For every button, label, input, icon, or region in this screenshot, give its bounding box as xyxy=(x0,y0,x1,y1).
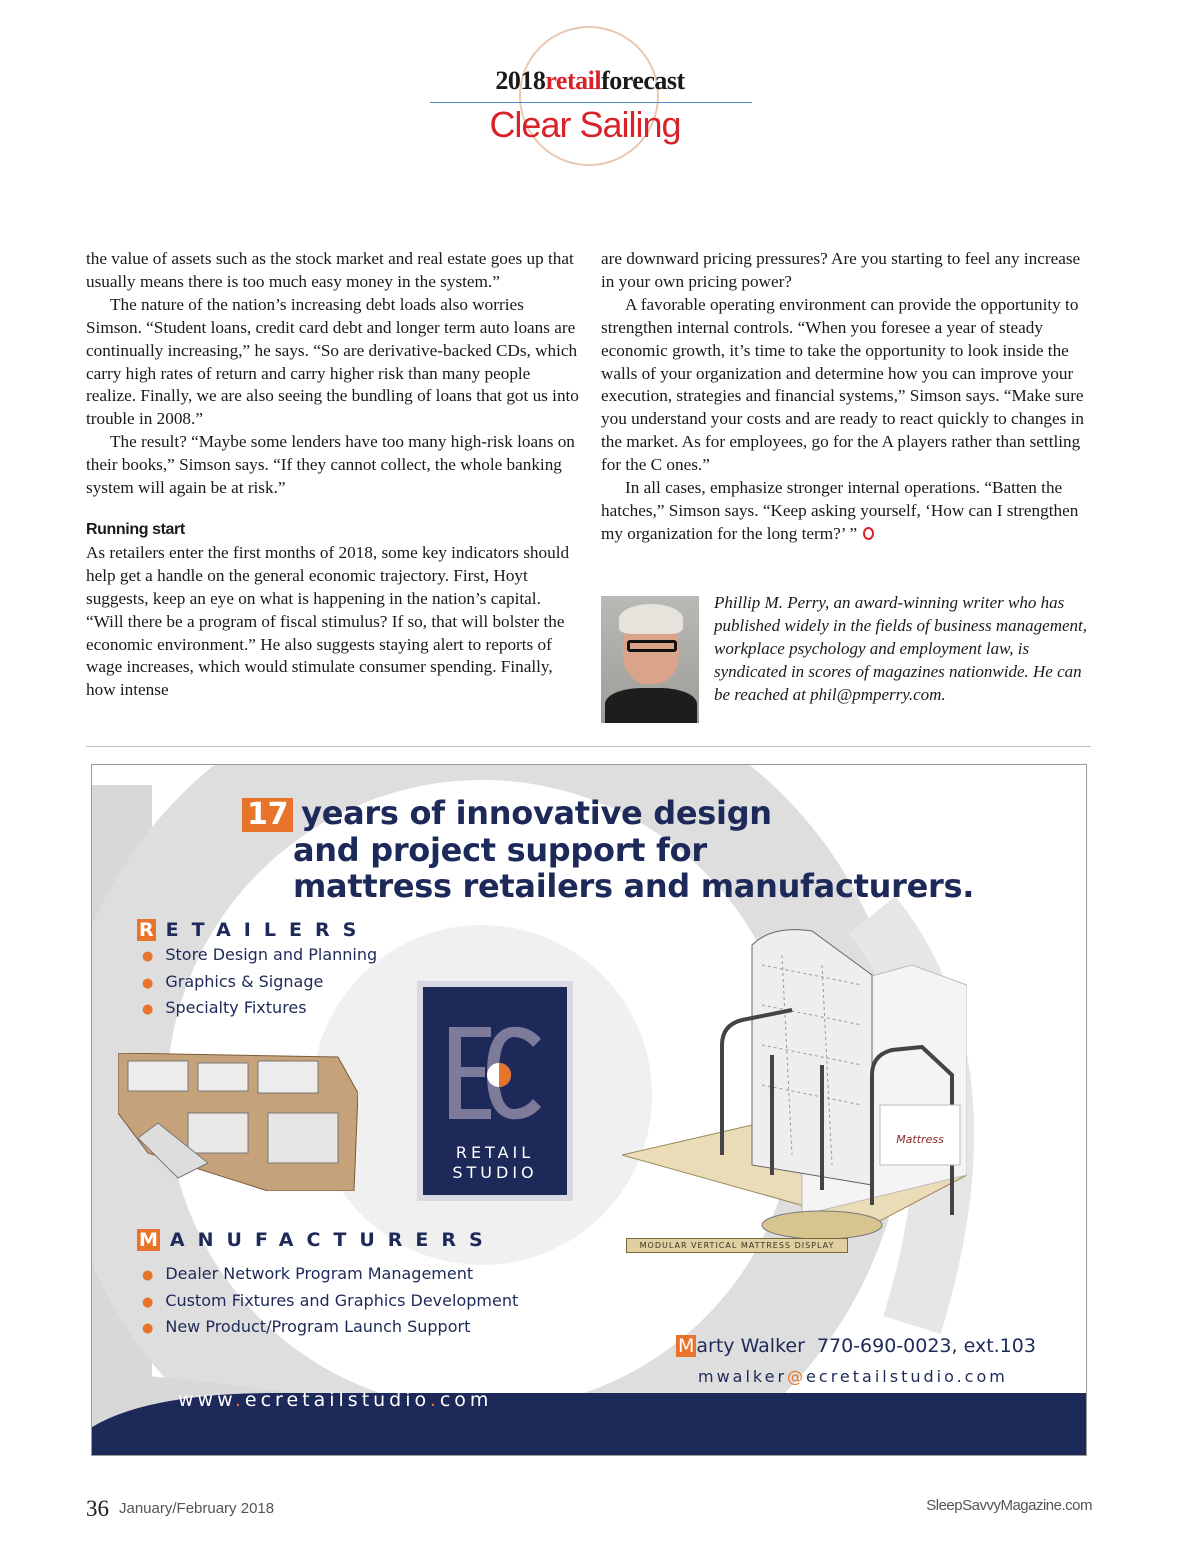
paragraph: the value of assets such as the stock market and real estate goes up that usually means there is too much easy money in the system.” xyxy=(86,249,574,291)
retailers-heading: R ETAILERS xyxy=(139,919,370,941)
advertisement xyxy=(91,764,1087,1456)
contact-name-phone: M arty Walker 770-690-0023, ext.103 xyxy=(678,1335,1036,1357)
issue-date: January/February 2018 xyxy=(119,1500,275,1517)
list-item: ● Graphics & Signage xyxy=(142,970,377,997)
ad-website-link[interactable]: www.ecretailstudio.com xyxy=(178,1389,493,1411)
magazine-site: SleepSavvyMagazine.com xyxy=(926,1497,1092,1514)
mattress-display-illustration xyxy=(622,925,967,1255)
author-bio: Phillip M. Perry, an award-winning writer who has published widely in the fields of business management, workplace psychology and employment law, is syndicated in scores of magazines nationwide. He can be reached at phil@pmperry.com. xyxy=(714,593,1088,704)
manufacturers-list xyxy=(142,1262,518,1342)
article-column-right xyxy=(601,248,1096,546)
years-badge: 17 xyxy=(242,798,293,832)
end-mark-icon xyxy=(863,527,874,540)
store-floorplan-illustration xyxy=(118,1053,358,1191)
paragraph-last: In all cases, emphasize stronger internal operations. “Batten the hatches,” Simson says. “Keep asking yourself, ‘How can I strengthen my organization for the long term?’ ” xyxy=(601,478,1079,543)
paragraph: As retailers enter the first months of 2018, some key indicators should help get a handle on the general economic trajectory. First, Hoyt suggests, keep an eye on what is happening in the nation’s capital. “Will there be a program of fiscal stimulus? If so, that will bolster the economic environment.” He also suggests staying alert to reports of wage increases, which would stimulate consumer spending. Finally, how intense xyxy=(86,542,570,700)
retailers-list xyxy=(142,943,377,1023)
ec-retail-studio-logo xyxy=(417,981,573,1201)
paragraph: are downward pricing pressures? Are you starting to feel any increase in your own pricing power? xyxy=(601,249,1081,291)
paragraph: The result? “Maybe some lenders have too many high-risk loans on their books,” Simson says. “If they cannot collect, the whole banking system will again be at risk.” xyxy=(86,432,575,498)
ad-headline: 17 years of innovative design and project support for mattress retailers and manufacturers. xyxy=(242,795,974,904)
logo-wordmark: RETAIL STUDIO xyxy=(452,1143,538,1182)
list-item: ● New Product/Program Launch Support xyxy=(142,1315,518,1342)
paragraph: A favorable operating environment can provide the opportunity to strengthen internal controls. “When you foresee a year of steady economic growth, it’s time to take the opportunity to look inside the walls of your organization and determine how you can improve your execution, strategies and financial systems,” Simson says. “Make sure you understand your costs and are ready to react quickly to changes in the market. As for employees, go for the A players rather than settling for the C ones.” xyxy=(601,294,1085,475)
list-item: ● Dealer Network Program Management xyxy=(142,1262,518,1289)
contact-email[interactable]: mwalker@ecretailstudio.com xyxy=(698,1367,1008,1386)
section-kicker: 2018retailforecast xyxy=(495,66,685,95)
ad-footer-band xyxy=(92,1371,1087,1456)
subhead: Running start xyxy=(86,520,185,538)
manufacturers-heading: M ANUFACTURERS xyxy=(139,1229,496,1251)
list-item: ● Specialty Fixtures xyxy=(142,996,377,1023)
author-photo xyxy=(601,596,699,723)
svg-text:Mattress: Mattress xyxy=(896,1133,944,1146)
paragraph: The nature of the nation’s increasing debt loads also worries Simson. “Student loans, credit card debt and longer term auto loans are continually increasing,” he says. “So are derivative-backed CDs, which carry high rates of return and carry higher risk than many people realize. Finally, we are also seeing the bundling of loans that got us into trouble in 2008.” xyxy=(86,294,579,429)
article-title: Clear Sailing xyxy=(489,104,681,145)
article-column-left xyxy=(86,248,581,702)
list-item: ● Store Design and Planning xyxy=(142,943,377,970)
list-item: ● Custom Fixtures and Graphics Development xyxy=(142,1289,518,1316)
ec-logo-mark-icon xyxy=(441,1019,549,1129)
page-number: 36 xyxy=(86,1496,109,1521)
header-rule xyxy=(430,102,752,103)
display-caption: MODULAR VERTICAL MATTRESS DISPLAY xyxy=(626,1238,848,1253)
divider xyxy=(86,746,1091,747)
